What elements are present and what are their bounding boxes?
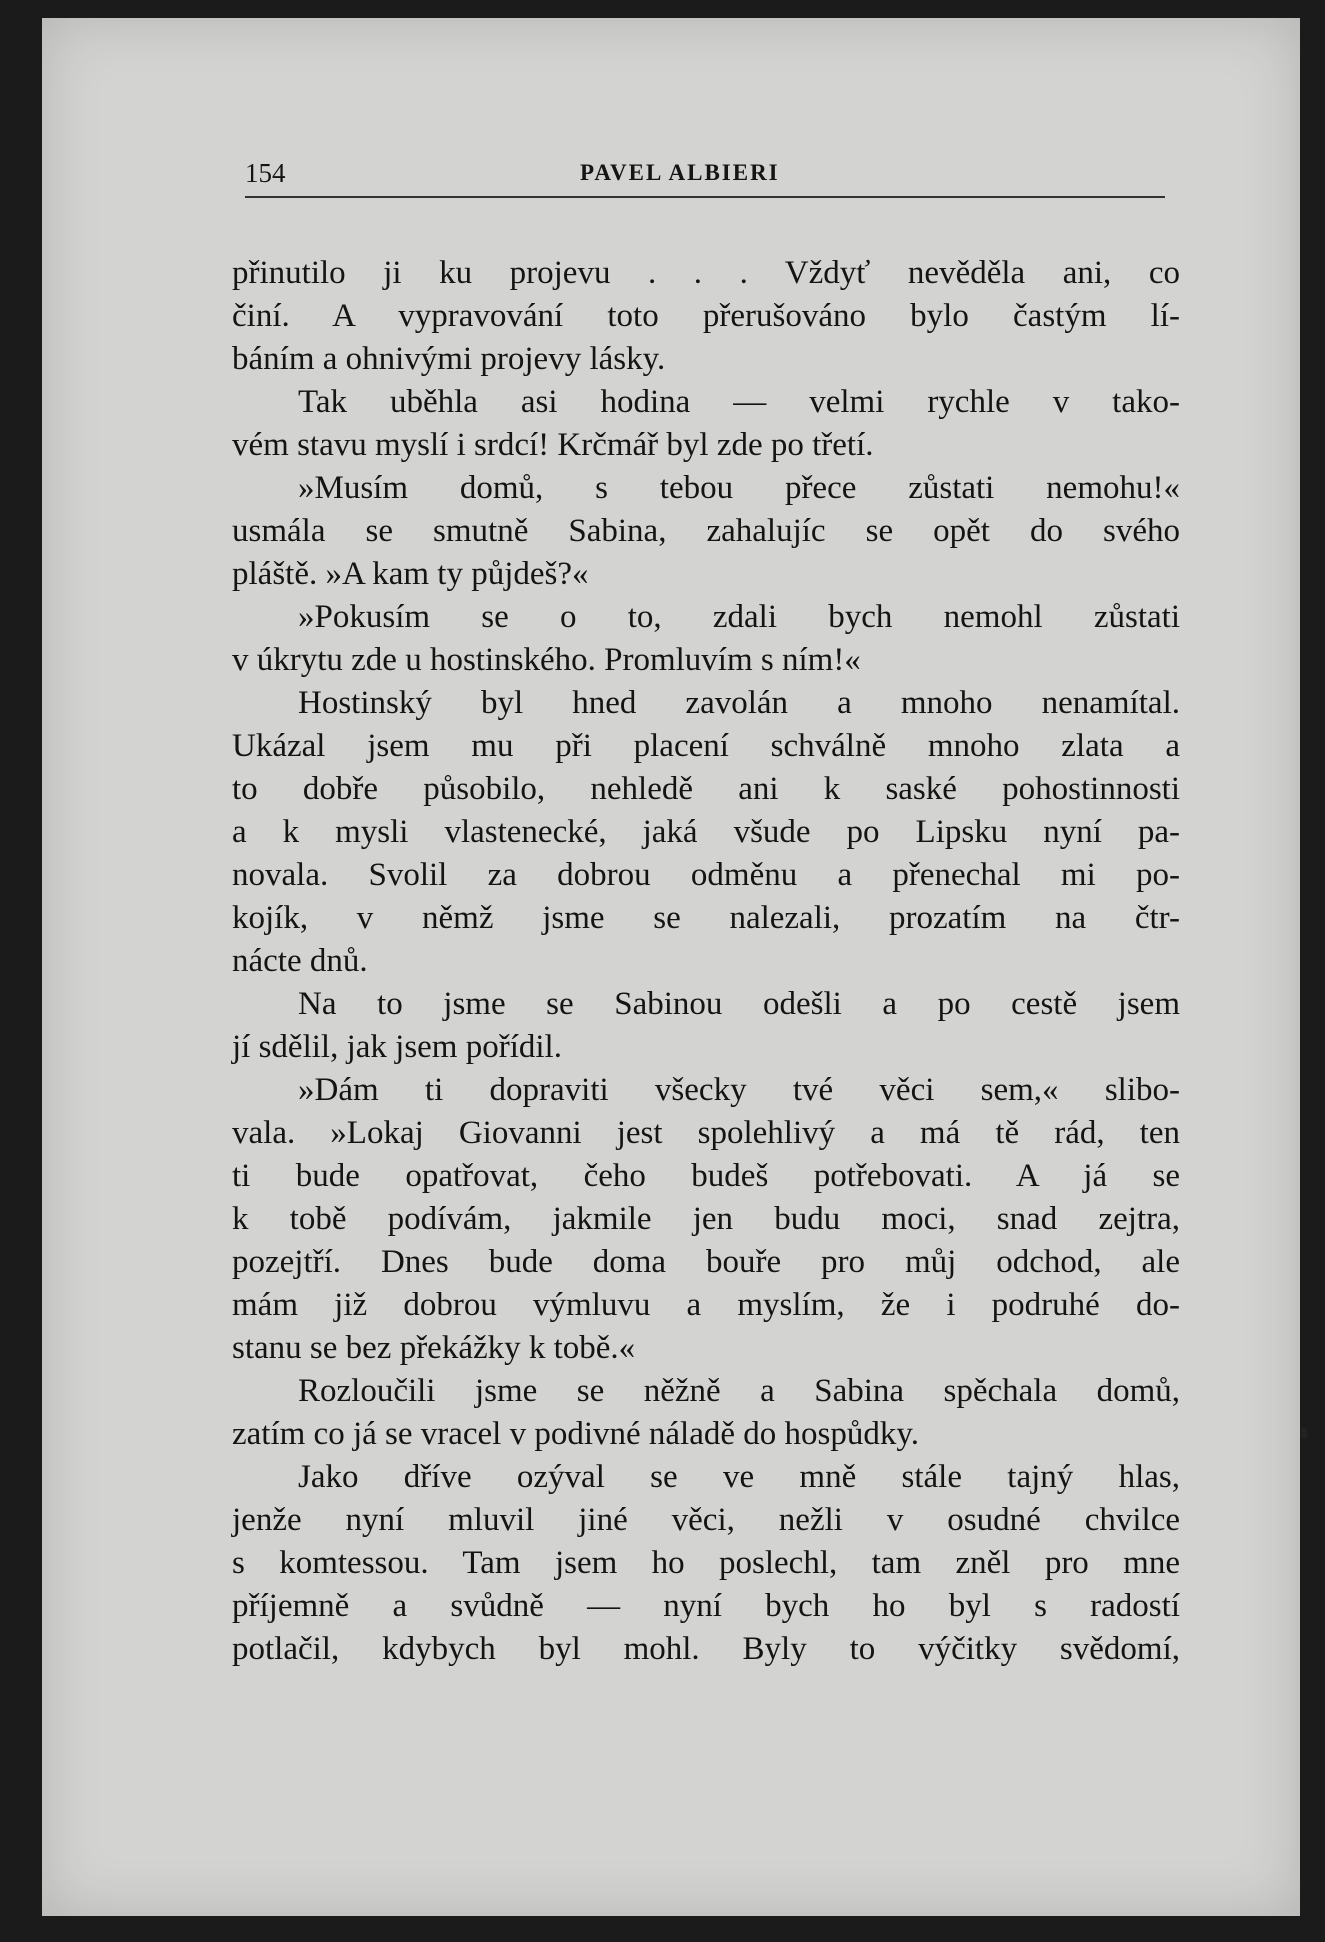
scan-edge-mark bbox=[1301, 1428, 1307, 1438]
text-line: zatím co já se vracel v podivné náladě do hospůdky. bbox=[232, 1416, 919, 1452]
header-divider bbox=[245, 196, 1165, 198]
text-line: Rozloučili jsme se něžně a Sabina spěchala domů, bbox=[298, 1373, 1180, 1409]
text-line: pláště. »A kam ty půjdeš?« bbox=[232, 556, 589, 592]
text-line: Hostinský byl hned zavolán a mnoho nenamítal. bbox=[298, 685, 1180, 721]
text-line: novala. Svolil za dobrou odměnu a přenechal mi po- bbox=[232, 857, 1180, 893]
text-line: Ukázal jsem mu při placení schválně mnoho zlata a bbox=[232, 728, 1180, 764]
text-line: jí sdělil, jak jsem pořídil. bbox=[232, 1029, 562, 1065]
text-line: a k mysli vlastenecké, jaká všude po Lipsku nyní pa- bbox=[232, 814, 1180, 850]
text-line: mám již dobrou výmluvu a myslím, že i podruhé do- bbox=[232, 1287, 1180, 1323]
text-line: »Pokusím se o to, zdali bych nemohl zůstati bbox=[298, 599, 1180, 635]
text-line: vém stavu myslí i srdcí! Krčmář byl zde po třetí. bbox=[232, 427, 874, 463]
text-line: pozejtří. Dnes bude doma bouře pro můj odchod, ale bbox=[232, 1244, 1180, 1280]
text-line: k tobě podívám, jakmile jen budu moci, snad zejtra, bbox=[232, 1201, 1180, 1237]
page-header bbox=[245, 158, 1165, 198]
text-line: v úkrytu zde u hostinského. Promluvím s ním!« bbox=[232, 642, 861, 678]
text-line: příjemně a svůdně — nyní bych ho byl s radostí bbox=[232, 1588, 1180, 1624]
text-line: báním a ohnivými projevy lásky. bbox=[232, 341, 666, 377]
text-line: stanu se bez překážky k tobě.« bbox=[232, 1330, 636, 1366]
text-line: vala. »Lokaj Giovanni jest spolehlivý a má tě rád, ten bbox=[232, 1115, 1180, 1151]
text-line: jenže nyní mluvil jiné věci, nežli v osudné chvilce bbox=[232, 1502, 1180, 1538]
text-line: Tak uběhla asi hodina — velmi rychle v tako- bbox=[298, 384, 1180, 420]
text-line: s komtessou. Tam jsem ho poslechl, tam zněl pro mne bbox=[232, 1545, 1180, 1581]
text-line: přinutilo ji ku projevu . . . Vždyť nevěděla ani, co bbox=[232, 255, 1180, 291]
page-number: 154 bbox=[245, 158, 286, 188]
text-line: Jako dříve ozýval se ve mně stále tajný hlas, bbox=[298, 1459, 1180, 1495]
text-line: nácte dnů. bbox=[232, 943, 368, 979]
text-line: usmála se smutně Sabina, zahalujíc se opět do svého bbox=[232, 513, 1180, 549]
text-line: »Musím domů, s tebou přece zůstati nemohu!« bbox=[298, 470, 1180, 506]
text-line: kojík, v němž jsme se nalezali, prozatím na čtr- bbox=[232, 900, 1180, 936]
text-line: »Dám ti dopraviti všecky tvé věci sem,« slibo- bbox=[298, 1072, 1180, 1108]
body-text bbox=[232, 252, 1180, 1671]
running-title: PAVEL ALBIERI bbox=[580, 160, 780, 185]
text-line: ti bude opatřovat, čeho budeš potřebovati. A já se bbox=[232, 1158, 1180, 1194]
text-line: Na to jsme se Sabinou odešli a po cestě jsem bbox=[298, 986, 1180, 1022]
text-line: to dobře působilo, nehledě ani k saské pohostinnosti bbox=[232, 771, 1180, 807]
text-line: činí. A vypravování toto přerušováno bylo častým lí- bbox=[232, 298, 1180, 334]
text-line: potlačil, kdybych byl mohl. Byly to výčitky svědomí, bbox=[232, 1631, 1180, 1667]
